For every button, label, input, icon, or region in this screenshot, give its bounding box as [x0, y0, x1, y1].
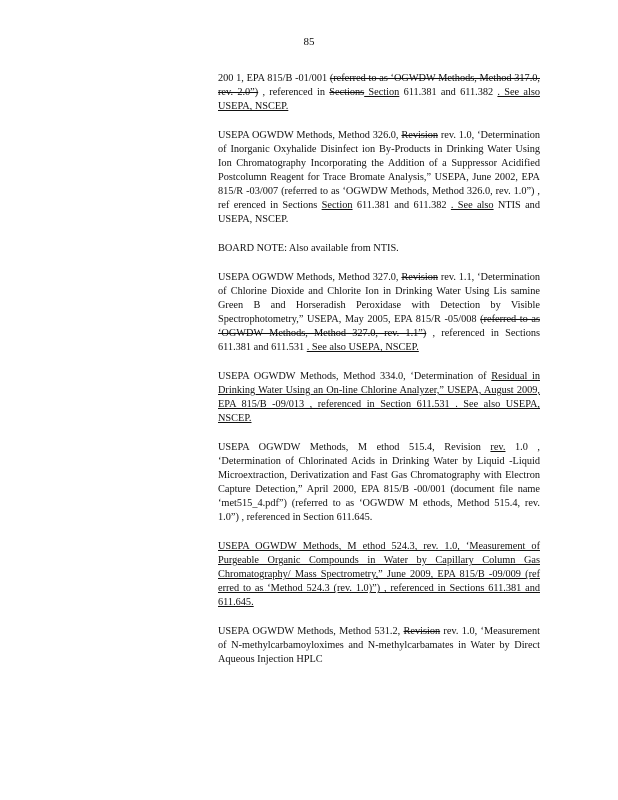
inserted-text: . See also — [450, 200, 494, 212]
reference-paragraph — [218, 370, 540, 426]
inserted-text: Residual in Drinking Water Using an On-line Chlorine Analyzer,” USEPA, August 2009, EPA 815/B -09/013 , referenced in Section 611.531 . See also USEPA, NSCEP. — [218, 370, 540, 425]
text-run: , referenced in Sections 611.381 and 611.531 — [218, 328, 540, 354]
inserted-text: Section — [321, 200, 353, 212]
text-run: 611.381 and 611.382 — [352, 200, 451, 212]
inserted-text: . See also USEPA, NSCEP. — [306, 342, 419, 354]
reference-paragraph — [218, 271, 540, 356]
text-run: USEPA OGWDW Methods, Method 327.0, — [218, 271, 402, 283]
deleted-text: (referred to as ‘OGWDW Methods, Method 317.0, rev. 2.0”) — [218, 73, 540, 99]
text-run: USEPA OGWDW Methods, Method 334.0, ‘Determination of — [218, 370, 492, 382]
text-run: USEPA OGWDW Methods, Method 531.2, — [218, 626, 404, 638]
deleted-text: Sections — [329, 87, 365, 99]
text-run: rev. 1.0, ‘Measurement of N-methylcarbamoyloximes and N-methylcarbamates in Water by Direct Aqueous Injection HPLC — [218, 626, 540, 666]
inserted-text: Capillary Column Gas Chromatography/ Mass Spectrometry,” June 2009, EPA 815/B -09/009 (ref erred to as ‘Method 524.3 (rev. 1.0)”) , referenced in Sections 611.381 and 611.645. — [218, 555, 540, 609]
text-run: 611.381 and 611.382 — [399, 87, 498, 99]
text-run: BOARD NOTE: Also available from NTIS. — [218, 243, 399, 255]
deleted-text: Revision — [403, 626, 441, 638]
reference-paragraph — [218, 72, 540, 114]
reference-paragraph — [218, 540, 540, 610]
text-run: , referenced in — [258, 87, 330, 99]
reference-paragraph — [218, 625, 540, 667]
text-run: 1.0 , ‘Determination of Chlorinated Acids in Drinking Water by Liquid -Liquid Microextraction, Derivatization and Fast Gas Chromatography with Electron Capture Detection,” April 2000, EPA 815/B -00/001 (document file name ‘met515_4.pdf”) (referred to as ‘OGWDW M ethods, Method 515.4, rev. 1.0”) , referenced in Section 611.645. — [218, 441, 541, 524]
text-run: USEPA OGWDW Methods, M ethod 515.4, Revision — [218, 441, 491, 453]
board-note-paragraph — [218, 242, 540, 256]
deleted-text: (referred to as ‘OGWDW Methods, Method 327.0, rev. 1.1”) — [218, 314, 540, 340]
text-run: NTIS and USEPA, NSCEP. — [218, 200, 540, 226]
text-run: rev. 1.0, ‘Determination of Inorganic Oxyhalide Disinfect ion By-Products in Drinking Water Using Ion Chromatography Incorporating the Addition of a Suppressor Acidified Postcolumn Reagent for Trace Bromate Analysis,” USEPA, June 2002, EPA 815/R -03/007 (referred to as ‘OGWDW Methods, Method 326.0, rev. 1.0”) , ref erenced in Sections — [218, 129, 540, 212]
inserted-text: USEPA OGWDW Methods, M ethod 524.3, rev. 1.0, ‘Measurement of Purgeable Organic Compounds in Water by — [218, 541, 540, 567]
deleted-text: Revision — [401, 271, 438, 283]
inserted-text: . See also USEPA, NSCEP. — [218, 87, 540, 113]
text-run: 200 1, EPA 815/B -01/001 — [218, 73, 330, 84]
page-number: 85 — [303, 36, 315, 48]
inserted-text: rev. — [490, 441, 506, 453]
text-run: rev. 1.1, ‘Determination of Chlorine Dioxide and Chlorite Ion in Drinking Water Using Lis samine Green B and Horseradish Peroxidase with Detection by Visible Spectrophotometry,” USEPA, May 2005, EPA 815/R -05/008 — [218, 271, 540, 326]
text-run: USEPA OGWDW Methods, Method 326.0, — [218, 129, 402, 141]
reference-paragraph — [218, 129, 540, 228]
deleted-text: Revision — [401, 129, 438, 141]
inserted-text: Section — [364, 87, 400, 99]
reference-paragraph — [218, 441, 540, 526]
document-body — [218, 72, 540, 682]
